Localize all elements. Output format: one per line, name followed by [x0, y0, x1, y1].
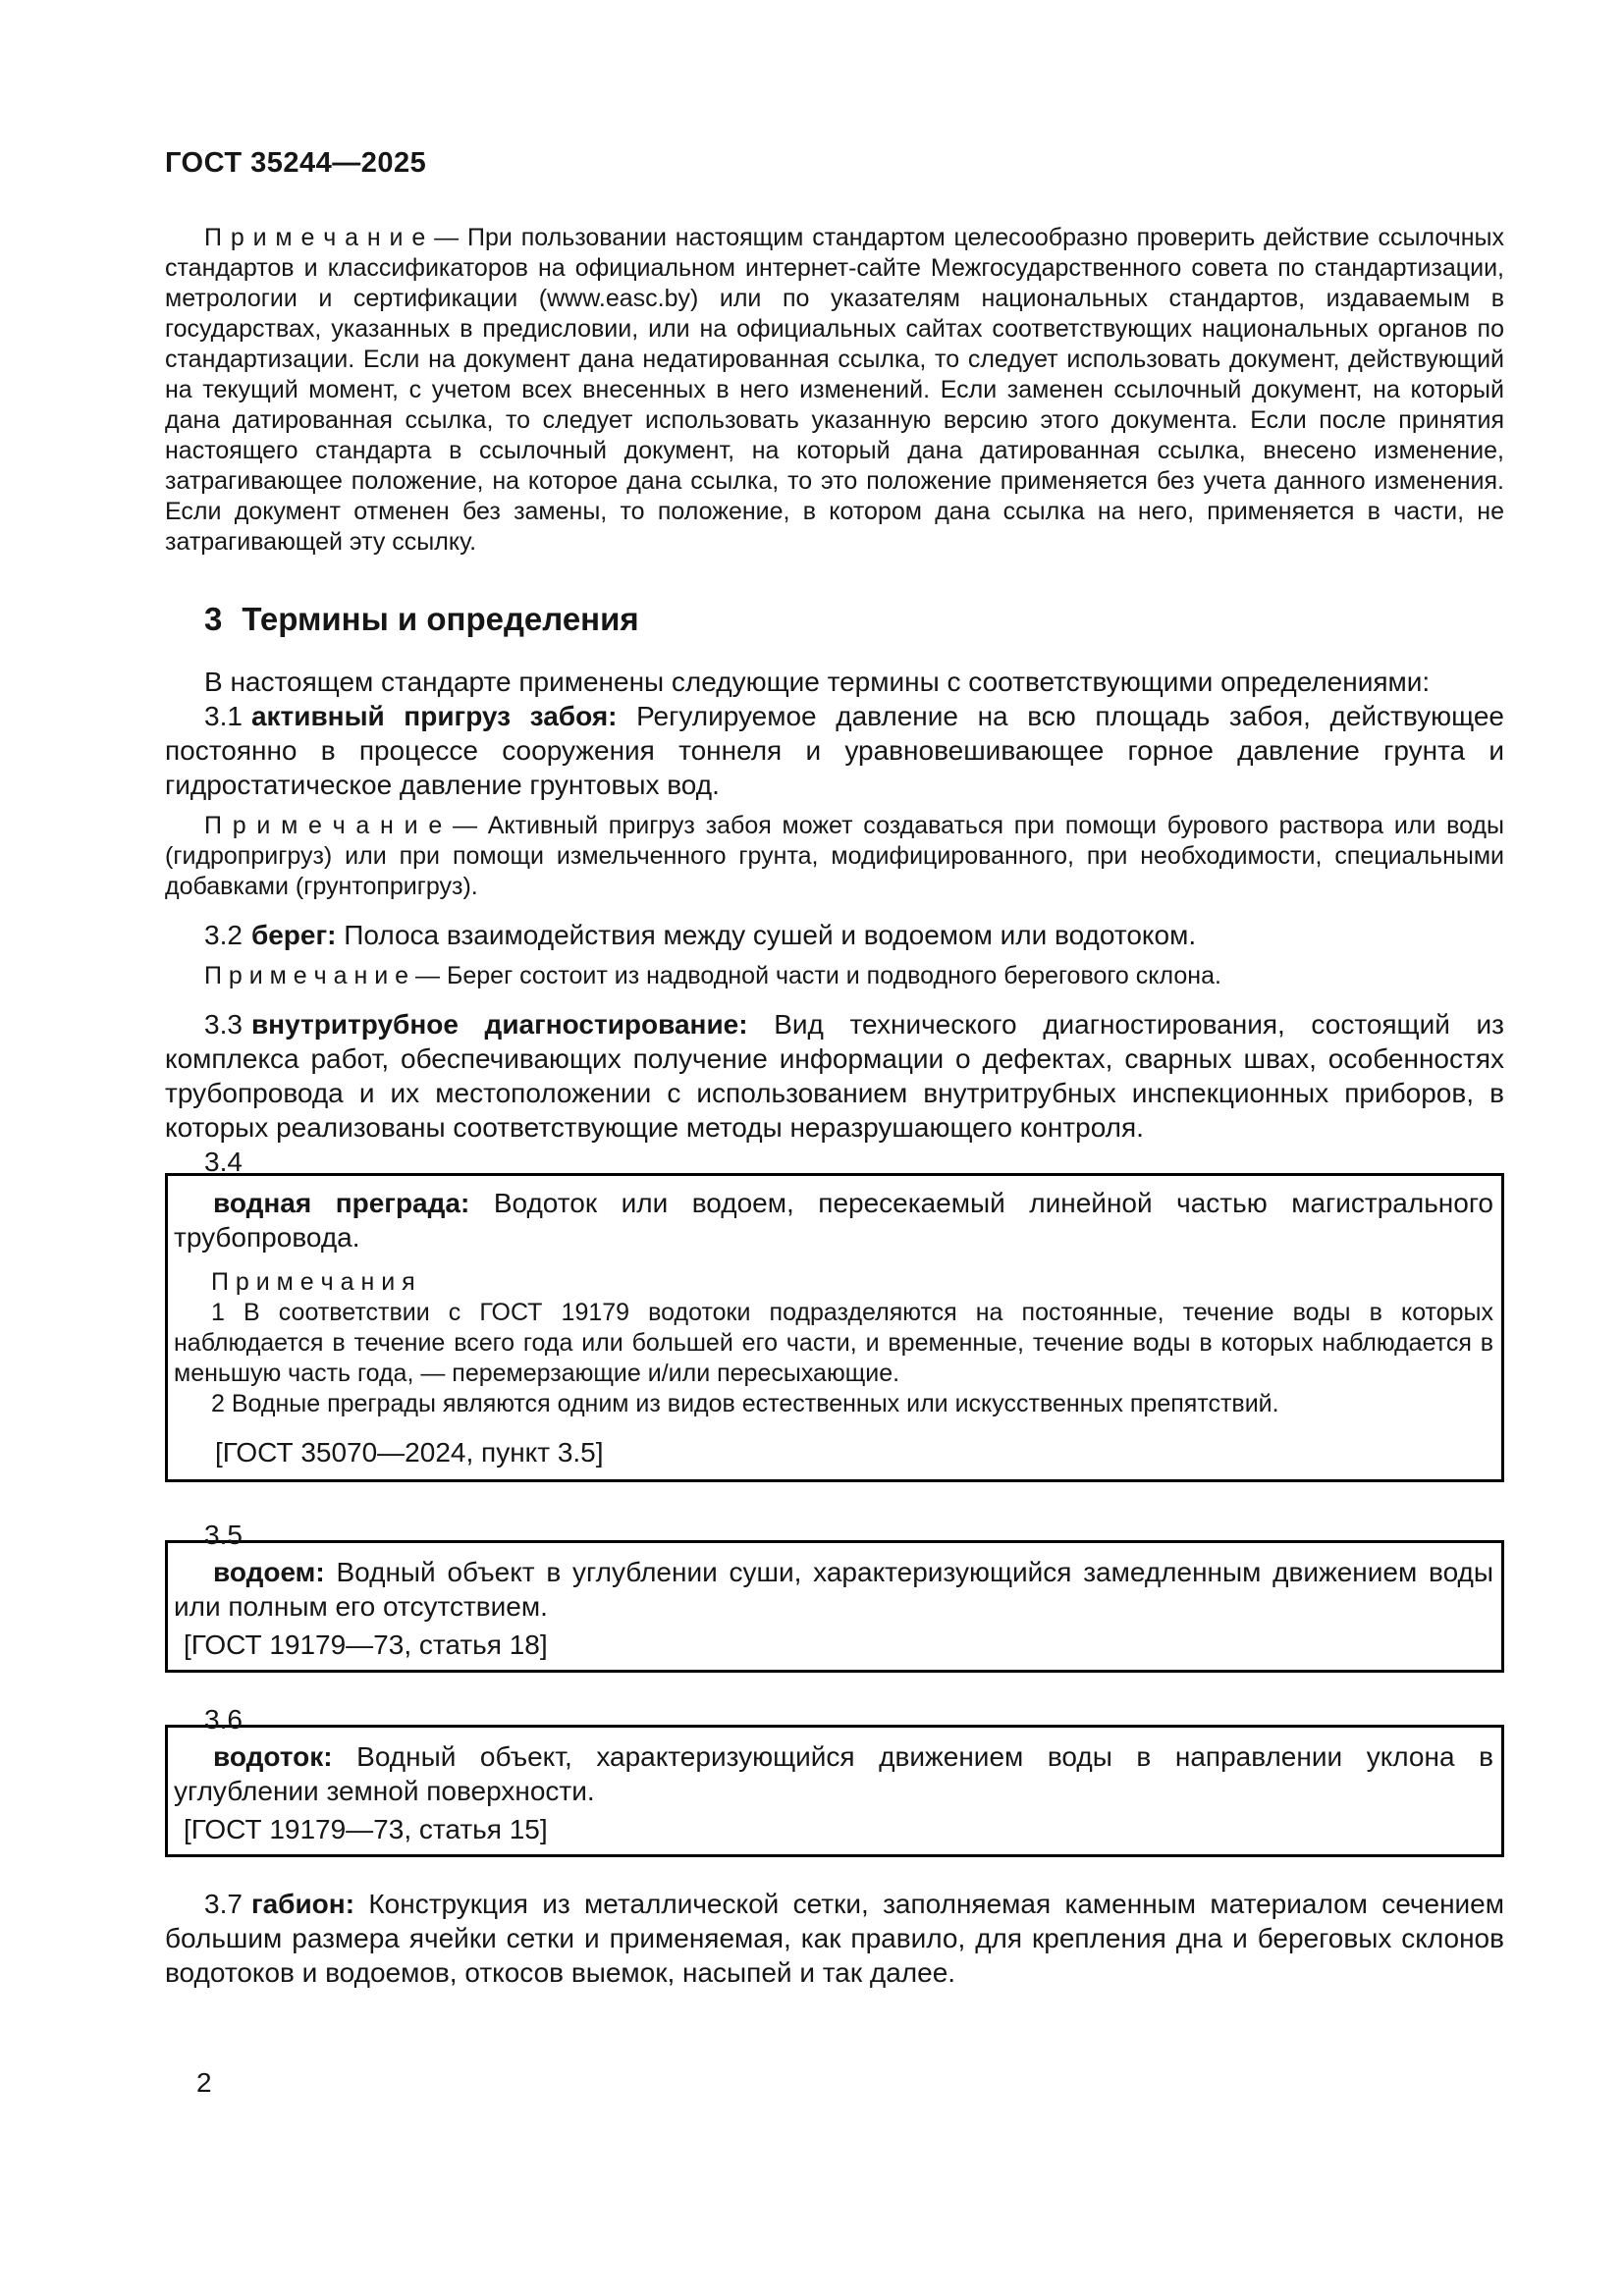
- term-name: берег:: [250, 920, 337, 950]
- term-3-3: [165, 1007, 1504, 1145]
- term-3-1-note: [165, 811, 1504, 902]
- section-intro: В настоящем стандарте применены следующие термины с соответствующими определениями:: [204, 667, 1431, 697]
- term-number: 3.1: [204, 701, 243, 731]
- term-definition: Водоток или водоем, пересекаемый линейной частью магистрального трубопровода.: [174, 1188, 1493, 1253]
- note-text: — При пользовании настоящим стандартом целесообразно проверить действие ссылочных стандартов и классификаторов на официальном интернет-сайте Межгосударственного совета по стандартизации, метрологии и сертификации (www.easc.by) или по указателям национальных стандартов, издаваемым в государствах, указанных в предисловии, или на официальных сайтах соответствующих национальных органов по стандартизации. Если на документ дана недатированная ссылка, то следует использовать документ, действующий на текущий момент, с учетом всех внесенных в него изменений. Если заменен ссылочный документ, на который дана датированная ссылка, то следует использовать указанную версию этого документа. Если после принятия настоящего стандарта в ссылочный документ, на который дана датированная ссылка, внесено изменение, затрагивающее положение, на которое дана ссылка, то это положение применяется без учета данного изменения. Если документ отменен без замены, то положение, в котором дана ссылка на него, применяется в части, не затрагивающей эту ссылку.: [165, 224, 1504, 556]
- source-reference: [ГОСТ 35070—2024, пункт 3.5]: [215, 1437, 604, 1468]
- section-number: 3: [204, 601, 223, 637]
- term-definition: Регулируемое давление на всю площадь забоя, действующее постоянно в процессе сооружения тоннеля и уравновешивающее горное давление грунта и гидростатическое давление грунтовых вод.: [165, 701, 1504, 800]
- term-box-3-6: [165, 1725, 1504, 1857]
- term-name: водная преграда:: [213, 1188, 470, 1218]
- text-column: [165, 0, 1504, 1990]
- term-definition: Вид технического диагностирования, состоящий из комплекса работ, обеспечивающих получение информации о дефектах, сварных швах, особенностях трубопровода и их местоположении с использованием внутритрубных инспекционных приборов, в которых реализованы соответствующие методы неразрушающего контроля.: [165, 1009, 1504, 1143]
- references-note: [165, 223, 1504, 558]
- term-3-1: [165, 699, 1504, 802]
- box-note-2: 2 Водные преграды являются одним из видов естественных или искусственных препятствий.: [211, 1390, 1279, 1417]
- term-definition: Водный объект в углублении суши, характеризующийся замедленным движением воды или полным его отсутствием.: [174, 1557, 1493, 1622]
- clause-label-3-4: 3.4: [204, 1147, 243, 1177]
- page-number: 2: [196, 2067, 212, 2098]
- term-name: габион:: [250, 1889, 355, 1919]
- term-box-3-5: [165, 1540, 1504, 1673]
- running-header: ГОСТ 35244—2025: [165, 147, 427, 179]
- clause-label-3-5: 3.5: [204, 1520, 243, 1550]
- term-name: активный пригруз забоя:: [250, 701, 618, 731]
- note-label: П р и м е ч а н и е: [204, 962, 415, 989]
- term-name: внутритрубное диагностирование:: [250, 1009, 748, 1040]
- clause-label-3-6: 3.6: [204, 1704, 243, 1735]
- boxed-term: [174, 1739, 1493, 1808]
- boxed-term: [174, 1186, 1493, 1255]
- term-definition: Полоса взаимодействия между сушей и водоемом или водотоком.: [344, 920, 1197, 950]
- notes-label: П р и м е ч а н и я: [211, 1268, 415, 1296]
- source-reference: [ГОСТ 19179—73, статья 18]: [184, 1629, 548, 1660]
- note-text: — Активный пригруз забоя может создаваться при помощи бурового раствора или воды (гидропригруз) или при помощи измельченного грунта, модифицированного, при необходимости, специальными добавками (грунтопригруз).: [165, 812, 1504, 900]
- term-3-7: [165, 1887, 1504, 1990]
- term-box-3-4: [165, 1173, 1504, 1482]
- term-number: 3.3: [204, 1009, 243, 1040]
- term-definition: Водный объект, характеризующийся движением воды в направлении уклона в углублении земной поверхности.: [174, 1741, 1493, 1806]
- term-definition: Конструкция из металлической сетки, заполняемая каменным материалом сечением большим размера ячейки сетки и применяемая, как правило, для крепления дна и береговых склонов водотоков и водоемов, откосов выемок, насыпей и так далее.: [165, 1889, 1505, 1988]
- term-number: 3.7: [204, 1889, 243, 1919]
- boxed-term: [174, 1555, 1493, 1624]
- section-title: Термины и определения: [242, 601, 639, 637]
- note-label: П р и м е ч а н и е: [204, 812, 453, 839]
- box-note-1: 1 В соответствии с ГОСТ 19179 водотоки подразделяются на постоянные, течение воды в которых наблюдается в течение всего года или большей его части, и временные, течение воды в которых наблюдается в меньшую часть года, — перемерзающие и/или пересыхающие.: [174, 1299, 1493, 1387]
- note-text: — Берег состоит из надводной части и подводного берегового склона.: [415, 962, 1221, 989]
- term-name: водоем:: [213, 1557, 325, 1587]
- term-3-2-note: [165, 961, 1504, 991]
- note-label: П р и м е ч а н и е: [204, 224, 435, 251]
- term-number: 3.2: [204, 920, 243, 950]
- term-3-2: [165, 918, 1504, 952]
- term-name: водоток:: [213, 1741, 333, 1772]
- source-reference: [ГОСТ 19179—73, статья 15]: [184, 1814, 548, 1844]
- section-heading: [165, 601, 1504, 638]
